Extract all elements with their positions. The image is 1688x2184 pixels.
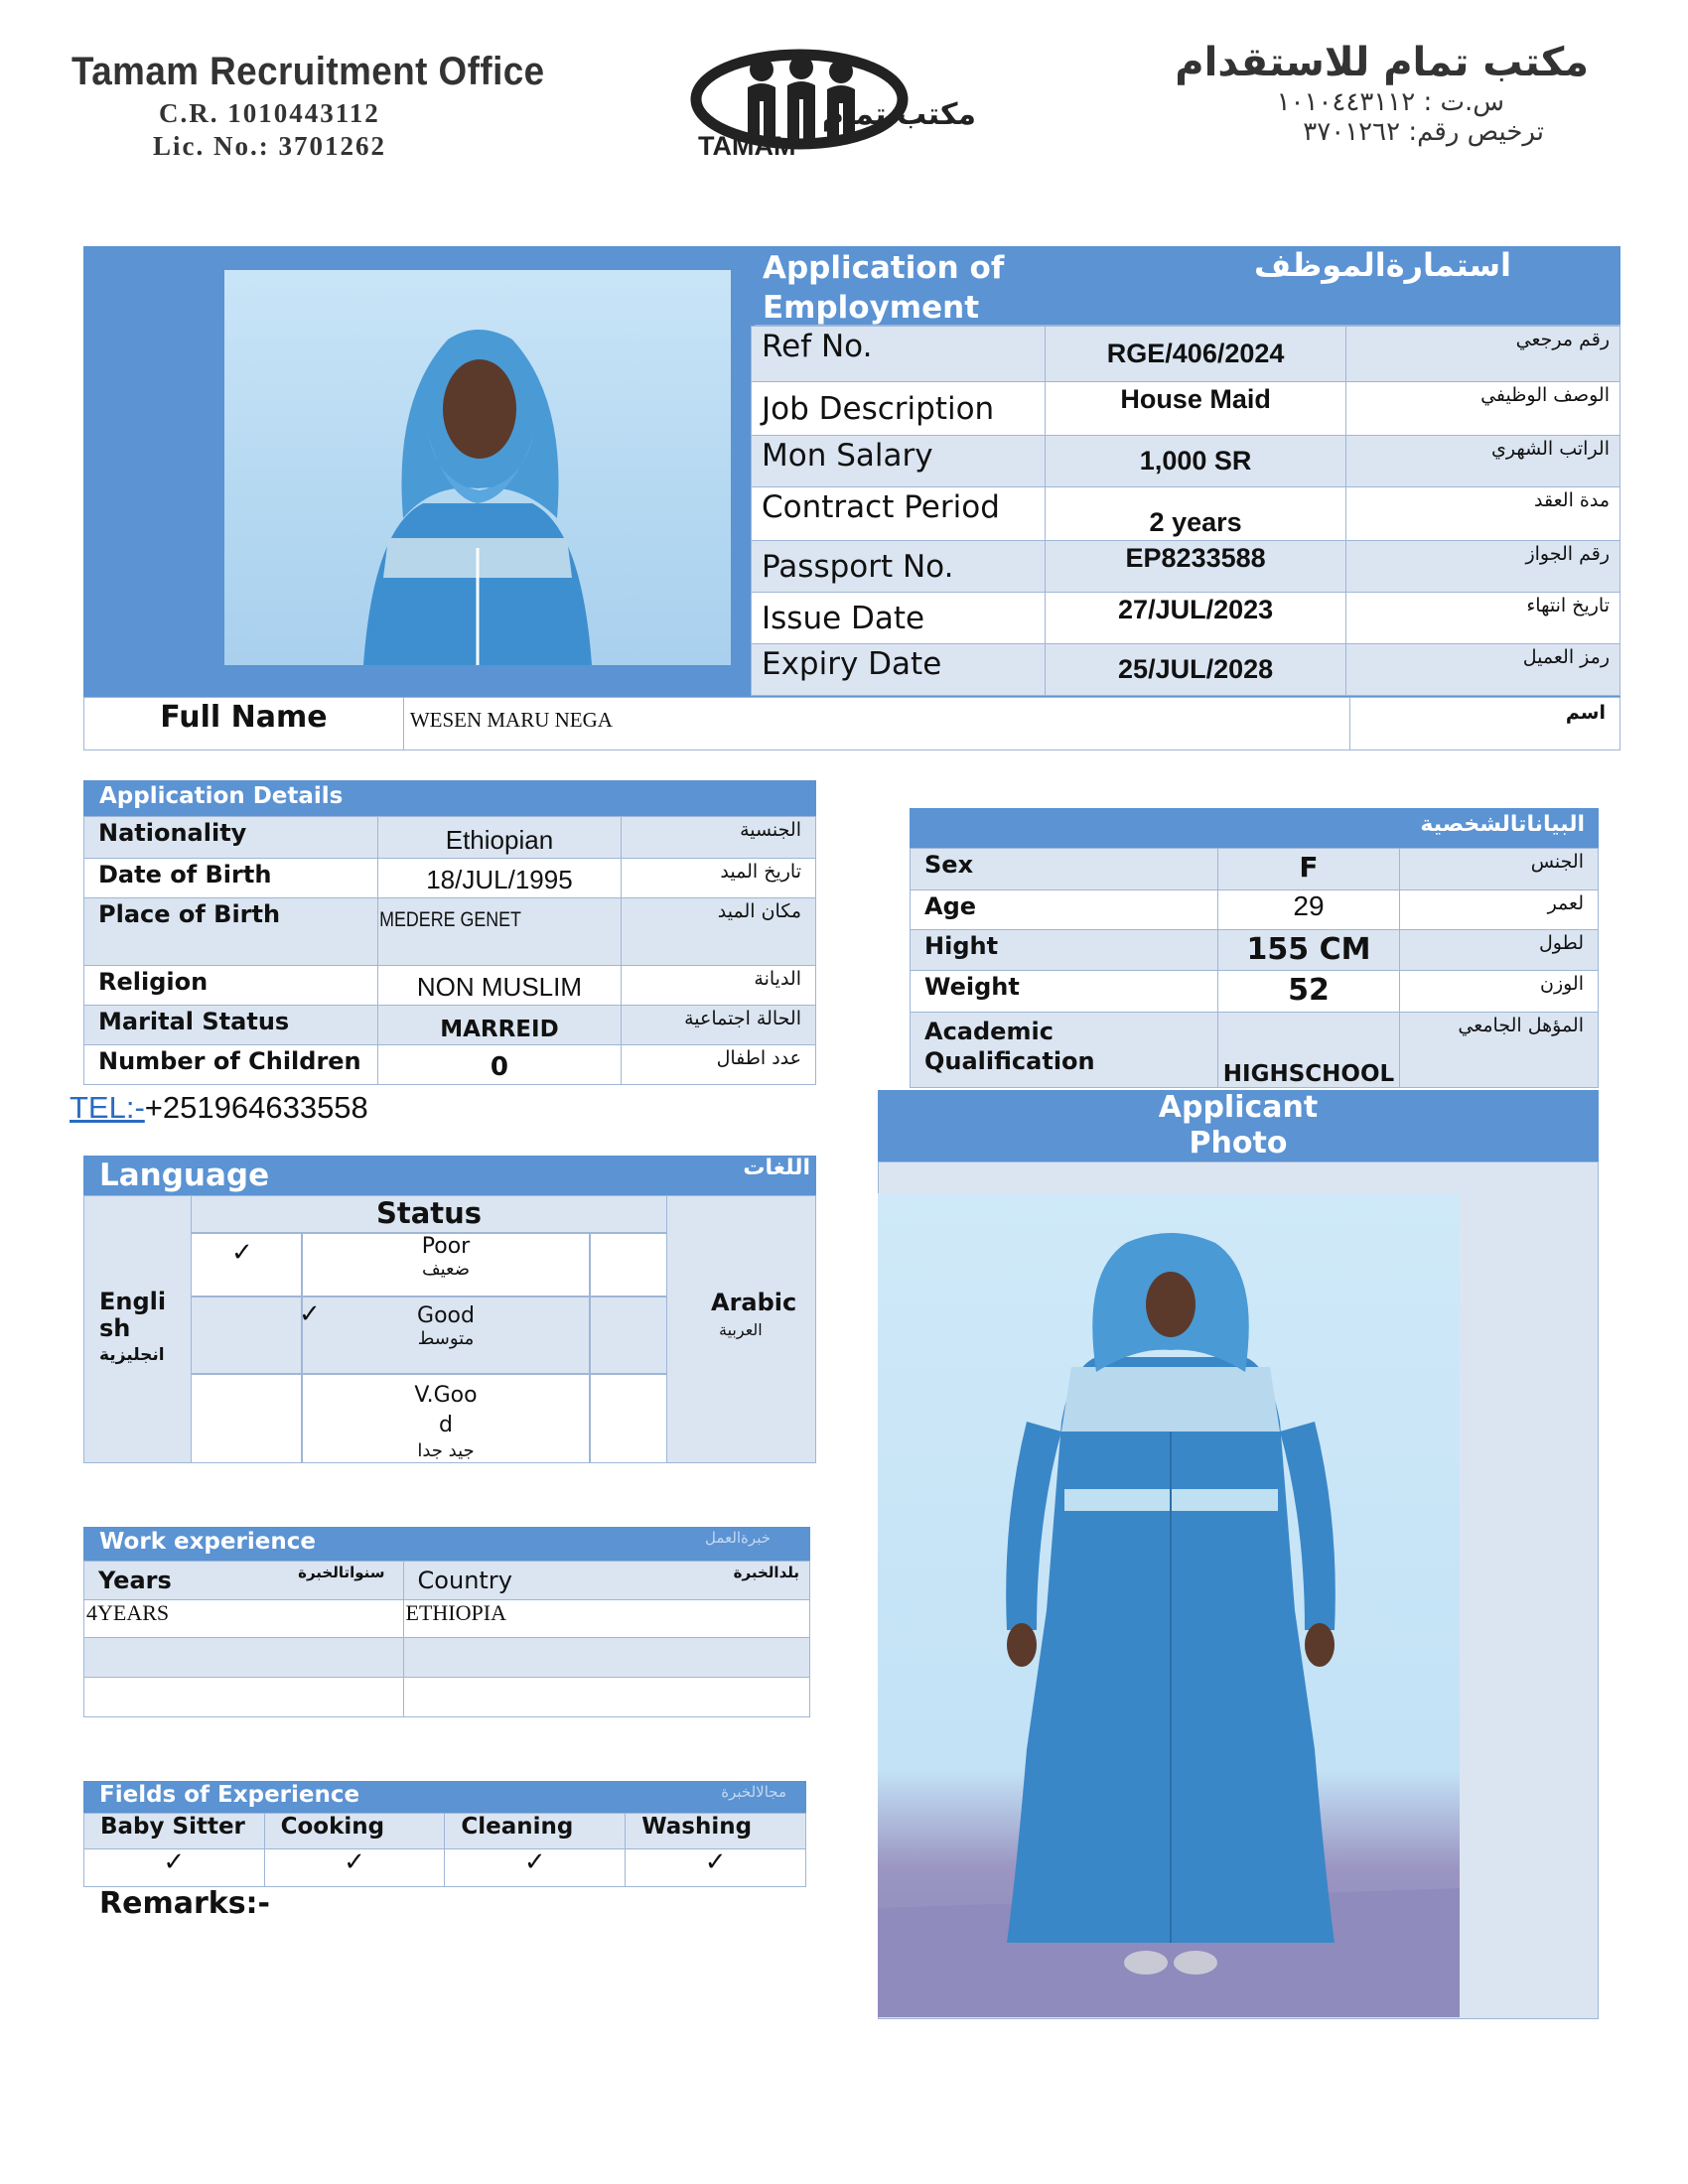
personal-data-header bbox=[910, 808, 1599, 848]
table-row bbox=[84, 1638, 810, 1678]
job-value: House Maid bbox=[1045, 382, 1346, 436]
full-name-table bbox=[83, 697, 1620, 751]
age-label-ar: لعمر bbox=[1400, 890, 1599, 930]
table-row bbox=[752, 644, 1620, 696]
contract-label: Contract Period bbox=[752, 487, 1046, 541]
table-row bbox=[84, 1006, 816, 1045]
table-row bbox=[752, 593, 1620, 644]
years-label: Years bbox=[98, 1567, 172, 1594]
tamam-logo bbox=[690, 40, 978, 164]
sex-label-ar: الجنس bbox=[1400, 849, 1599, 890]
passport-value: EP8233588 bbox=[1045, 541, 1346, 593]
table-row bbox=[84, 966, 816, 1006]
sex-value: F bbox=[1217, 849, 1400, 890]
table-row bbox=[84, 1678, 810, 1717]
height-value: 155 CM bbox=[1217, 930, 1400, 971]
office-name-en: Tamam Recruitment Office bbox=[71, 50, 545, 93]
fields-of-experience-header bbox=[83, 1781, 806, 1813]
children-label: Number of Children bbox=[84, 1045, 378, 1085]
employment-title-ar: استمارةالموظف bbox=[1253, 246, 1511, 284]
table-row bbox=[752, 436, 1620, 487]
expiry-value: 25/JUL/2028 bbox=[1045, 644, 1346, 696]
arabic-label-ar: العربية bbox=[719, 1320, 763, 1339]
dob-label-ar: تاريخ الميد bbox=[622, 859, 816, 898]
academic-value: HIGHSCHOOL bbox=[1217, 1013, 1400, 1088]
good-label-ar: متوسط bbox=[417, 1328, 475, 1349]
nationality-label: Nationality bbox=[84, 817, 378, 859]
religion-value: NON MUSLIM bbox=[377, 966, 622, 1006]
weight-label: Weight bbox=[911, 971, 1218, 1013]
table-row bbox=[84, 1562, 810, 1600]
table-row bbox=[84, 898, 816, 966]
vgood-english-check-cell[interactable] bbox=[191, 1374, 302, 1463]
field-cleaning: Cleaning bbox=[445, 1814, 626, 1849]
field-baby-sitter: Baby Sitter bbox=[84, 1814, 265, 1849]
height-label-ar: لطول bbox=[1400, 930, 1599, 971]
marital-value: MARREID bbox=[377, 1006, 622, 1045]
years-value: 4YEARS bbox=[84, 1600, 404, 1638]
arabic-label-block bbox=[711, 1289, 796, 1344]
english-label: English bbox=[99, 1288, 167, 1342]
vgood-label: V.Good bbox=[414, 1383, 478, 1437]
dob-value: 18/JUL/1995 bbox=[377, 859, 622, 898]
dob-label: Date of Birth bbox=[84, 859, 378, 898]
job-label-ar: الوصف الوظيفي bbox=[1346, 382, 1620, 436]
academic-label-ar: المؤهل الجامعي bbox=[1400, 1013, 1599, 1088]
field-washing: Washing bbox=[626, 1814, 806, 1849]
full-name-label-ar: اسم bbox=[1350, 698, 1620, 751]
vgood-arabic-check-cell[interactable] bbox=[590, 1374, 667, 1463]
tel-number: +251964633558 bbox=[144, 1090, 368, 1125]
personal-data-table bbox=[910, 848, 1599, 1088]
ref-value: RGE/406/2024 bbox=[1045, 327, 1346, 382]
table-row bbox=[84, 859, 816, 898]
age-label: Age bbox=[911, 890, 1218, 930]
table-row bbox=[84, 698, 1620, 751]
issue-label: Issue Date bbox=[752, 593, 1046, 644]
contract-label-ar: مدة العقد bbox=[1346, 487, 1620, 541]
nationality-label-ar: الجنسية bbox=[622, 817, 816, 859]
table-row bbox=[84, 1600, 810, 1638]
empty-cell bbox=[403, 1638, 809, 1678]
years-header-cell bbox=[84, 1562, 404, 1600]
expiry-label-ar: رمز العميل bbox=[1346, 644, 1620, 696]
standing-person-icon bbox=[878, 1193, 1460, 2017]
pob-label-ar: مكان الميد bbox=[622, 898, 816, 966]
poor-level-cell bbox=[302, 1233, 590, 1297]
vgood-level-cell bbox=[302, 1374, 590, 1463]
height-label: Hight bbox=[911, 930, 1218, 971]
salary-label-ar: الراتب الشهري bbox=[1346, 436, 1620, 487]
table-row bbox=[752, 382, 1620, 436]
poor-label: Poor bbox=[421, 1234, 471, 1259]
application-details-header bbox=[83, 780, 816, 816]
academic-label: Academic Qualification bbox=[911, 1013, 1218, 1088]
license-number-en: Lic. No.: 3701262 bbox=[153, 131, 386, 161]
poor-arabic-check-cell[interactable] bbox=[590, 1233, 667, 1297]
language-title: Language bbox=[99, 1158, 270, 1193]
work-experience-table bbox=[83, 1561, 810, 1717]
passport-label-ar: رقم الجواز bbox=[1346, 541, 1620, 593]
vgood-label-ar: جيد جدا bbox=[417, 1440, 475, 1461]
language-status-label: Status bbox=[375, 1196, 483, 1230]
language-title-ar: اللغات bbox=[743, 1156, 810, 1180]
full-name-value: WESEN MARU NEGA bbox=[403, 698, 1349, 751]
good-english-check-cell[interactable] bbox=[191, 1297, 302, 1374]
country-value: ETHIOPIA bbox=[403, 1600, 809, 1638]
logo-text-en: TAMAM bbox=[698, 131, 796, 161]
language-status-header bbox=[191, 1195, 667, 1233]
table-row bbox=[84, 1849, 806, 1887]
good-arabic-check-cell[interactable] bbox=[590, 1297, 667, 1374]
religion-label: Religion bbox=[84, 966, 378, 1006]
table-row bbox=[84, 1814, 806, 1849]
good-level-cell bbox=[299, 1297, 590, 1374]
applicant-full-photo bbox=[878, 1193, 1460, 2017]
religion-label-ar: الديانة bbox=[622, 966, 816, 1006]
table-row bbox=[752, 327, 1620, 382]
telephone bbox=[70, 1090, 368, 1126]
weight-label-ar: الوزن bbox=[1400, 971, 1599, 1013]
table-row bbox=[911, 849, 1599, 890]
passport-label: Passport No. bbox=[752, 541, 1046, 593]
applicant-photo-label: Applicant Photo bbox=[1158, 1090, 1319, 1160]
application-details-title: Application Details bbox=[99, 783, 344, 809]
country-label: Country bbox=[417, 1567, 512, 1594]
personal-data-title-ar: البياناتالشخصية bbox=[1420, 812, 1585, 837]
empty-cell bbox=[84, 1638, 404, 1678]
good-english-check: ✓ bbox=[299, 1299, 321, 1329]
english-label-block bbox=[99, 1289, 179, 1369]
years-label-ar: سنواتالخبرة bbox=[298, 1564, 385, 1581]
table-row bbox=[84, 817, 816, 859]
poor-label-ar: ضعيف bbox=[421, 1259, 471, 1280]
applicant-portrait-photo bbox=[224, 270, 731, 665]
table-row bbox=[84, 1045, 816, 1085]
poor-english-check: ✓ bbox=[231, 1238, 253, 1268]
weight-value: 52 bbox=[1217, 971, 1400, 1013]
english-label-ar: انجليزية bbox=[99, 1345, 165, 1365]
nationality-value: Ethiopian bbox=[377, 817, 622, 859]
poor-english-check-cell[interactable] bbox=[191, 1233, 302, 1297]
marital-label: Marital Status bbox=[84, 1006, 378, 1045]
office-header-en bbox=[71, 50, 588, 162]
contract-value: 2 years bbox=[1045, 487, 1346, 541]
sex-label: Sex bbox=[911, 849, 1218, 890]
washing-check[interactable]: ✓ bbox=[626, 1849, 806, 1887]
field-cooking: Cooking bbox=[264, 1814, 445, 1849]
empty-cell bbox=[403, 1678, 809, 1717]
salary-label: Mon Salary bbox=[752, 436, 1046, 487]
office-name-ar: مكتب تمام للاستقدام bbox=[1175, 40, 1589, 85]
good-label: Good bbox=[417, 1303, 475, 1328]
cleaning-check[interactable]: ✓ bbox=[445, 1849, 626, 1887]
marital-label-ar: الحالة اجتماعية bbox=[622, 1006, 816, 1045]
issue-value: 27/JUL/2023 bbox=[1045, 593, 1346, 644]
license-number-ar: ترخيص رقم: ٣٧٠١٢٦٢ bbox=[1303, 117, 1544, 147]
country-label-ar: بلدالخبرة bbox=[733, 1564, 799, 1581]
office-header-ar bbox=[1072, 40, 1589, 147]
country-header-cell bbox=[403, 1562, 809, 1600]
applicant-photo-header bbox=[878, 1090, 1599, 1161]
arabic-label: Arabic bbox=[711, 1289, 797, 1316]
age-value: 29 bbox=[1217, 890, 1400, 930]
table-row bbox=[752, 541, 1620, 593]
full-name-label: Full Name bbox=[84, 698, 404, 751]
salary-value: 1,000 SR bbox=[1045, 436, 1346, 487]
job-label: Job Description bbox=[752, 382, 1046, 436]
table-row bbox=[752, 487, 1620, 541]
expiry-label: Expiry Date bbox=[752, 644, 1046, 696]
application-details-table bbox=[83, 816, 816, 1085]
pob-value: MEDERE GENET bbox=[377, 898, 585, 966]
fields-table bbox=[83, 1813, 806, 1887]
table-row bbox=[911, 1013, 1599, 1088]
cr-number-en: C.R. 1010443112 bbox=[159, 98, 380, 128]
work-experience-header bbox=[83, 1527, 810, 1561]
employment-table bbox=[751, 326, 1620, 696]
empty-cell bbox=[84, 1678, 404, 1717]
portrait-person-icon bbox=[224, 270, 731, 665]
fields-title-ar: مجالالخبرة bbox=[721, 1783, 786, 1801]
employment-title-row bbox=[755, 246, 1620, 326]
language-header bbox=[83, 1156, 816, 1195]
work-experience-title: Work experience bbox=[99, 1529, 316, 1555]
remarks-label: Remarks:- bbox=[99, 1886, 271, 1921]
issue-label-ar: تاريخ انتهاء bbox=[1346, 593, 1620, 644]
employment-title-en: Application of Employment bbox=[763, 250, 1005, 326]
children-label-ar: عدد اطفال bbox=[622, 1045, 816, 1085]
children-value: 0 bbox=[377, 1045, 622, 1085]
work-experience-title-ar: خبرةالعمل bbox=[705, 1529, 771, 1547]
ref-label-ar: رقم مرجعي bbox=[1346, 327, 1620, 382]
pob-label: Place of Birth bbox=[84, 898, 378, 966]
table-row bbox=[911, 971, 1599, 1013]
tel-label[interactable]: TEL:- bbox=[70, 1090, 145, 1125]
fields-title: Fields of Experience bbox=[99, 1782, 360, 1808]
ref-label: Ref No. bbox=[752, 327, 1046, 382]
table-row bbox=[911, 890, 1599, 930]
cr-number-ar: س.ت : ١٠١٠٤٤٣١١٢ bbox=[1276, 87, 1504, 117]
cooking-check[interactable]: ✓ bbox=[264, 1849, 445, 1887]
logo-text-ar: مكتب تمام bbox=[821, 97, 976, 132]
baby-sitter-check[interactable]: ✓ bbox=[84, 1849, 265, 1887]
table-row bbox=[911, 930, 1599, 971]
